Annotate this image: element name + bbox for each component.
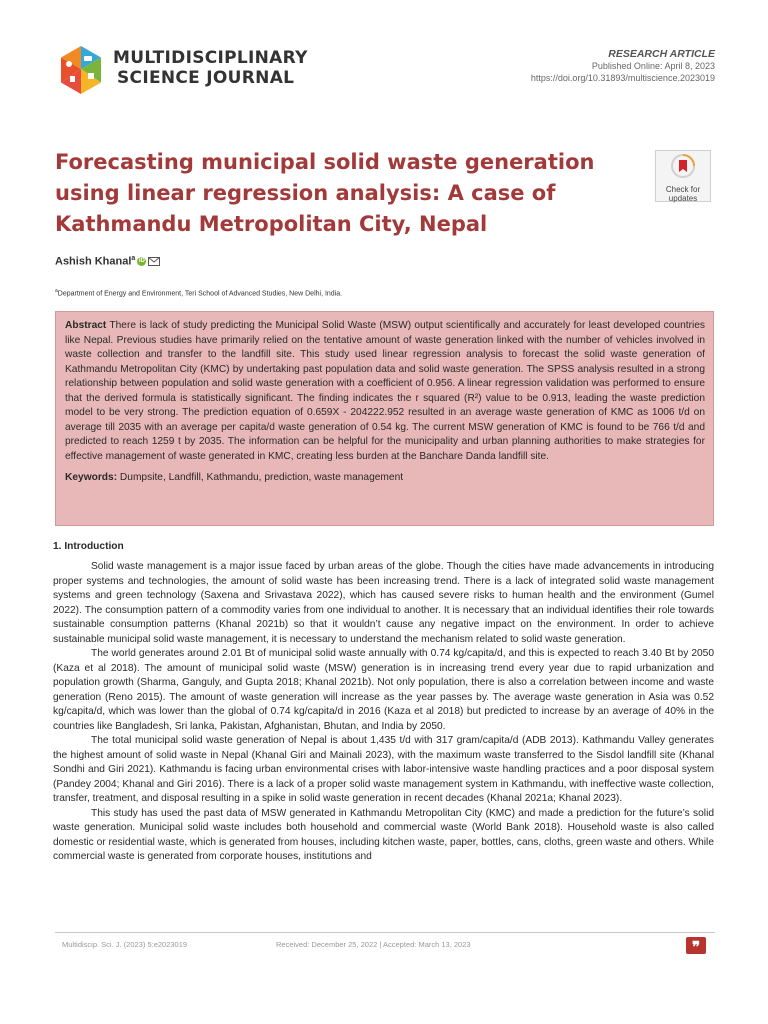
- author-name[interactable]: Ashish Khanal: [55, 255, 132, 268]
- article-title: Forecasting municipal solid waste generation using linear regression analysis: A case of Kathmandu Metropolitan City, Nepal: [55, 150, 595, 236]
- body-paragraph: The total municipal solid waste generation of Nepal is about 1,435 t/d with 317 gram/capita/d (ADB 2013). Kathmandu Valley generates the highest amount of solid waste in Nepal (Khanal Giri and Mainali 2023), with the maximum waste transferred to the Sisdol landfill site (Khanal Sondhi and Giri 2021). Kathmandu is facing urban environmental crises with labor-intensive waste handling practices and a poor disposal system (Pandey 2004; Khanal and Giri 2016). There is a lack of a proper solid waste management system in Kathmandu, with ineffective waste collection, transfer, treatment, and disposal resulting in a spike in solid waste generation in recent decades (Khanal 2021a; Khanal 2023).: [53, 735, 714, 804]
- affiliation-sup: a: [55, 288, 58, 294]
- journal-name-line1: MULTIDISCIPLINARY: [113, 48, 308, 68]
- page-footer: [62, 940, 471, 949]
- journal-name: [113, 48, 308, 88]
- affiliation-text: Department of Energy and Environment, Teri School of Advanced Studies, New Delhi, India.: [57, 290, 343, 298]
- bookmark-icon: [671, 154, 695, 178]
- body-paragraph: This study has used the past data of MSW generated in Kathmandu Metropolitan City (KMC) and made a prediction for the future’s solid waste generation. Municipal solid waste includes both household and commercial waste (World Bank 2018). Household waste is also called domestic or residential waste, which is generated from houses, including kitchen waste, paper, bottles, cans, cloths, green waste and others. While commercial waste is generated from corporate houses, institutions and: [53, 807, 714, 862]
- footer-dates: Received: December 25, 2022 | Accepted: March 13, 2023: [276, 940, 471, 949]
- article-body: [53, 540, 714, 865]
- abstract-text: There is lack of study predicting the Municipal Solid Waste (MSW) output scientifically and accurately for least developed countries like Nepal. Previous studies have primarily relied on the tentative amount of waste generation linked with the number of vehicles involved in waste collection and transfer to the landfill site. This study used linear regression analysis to forecast the solid waste generation of Kathmandu Metropolitan City (KMC) by undertaking past population data and solid waste generation. The SPSS analysis resulted in a strong relationship between population and solid waste generation with a coefficient of 0.956. A linear regression validation was performed to ensure that the derived formula is statistically significant. The finding indicates the r squared (R²) value to be 0.913, leading the waste prediction model to be very strong. The prediction equation of 0.659X - 204222.952 resulted in an average waste generation of KMC as 1006 t/d on average till 2035 with an average per capita/d waste generation of 0.54 kg. The current MSW generation of KMC is found to be 766 t/d and predicted to reach 1259 t by 2035. The information can be helpful for the municipality and urban planning authorities to make strategies for effective management of waste generated in KMC, creating less burden at the Banchare Danda landfill site.: [65, 320, 705, 462]
- footer-divider: [55, 932, 715, 933]
- body-paragraph: Solid waste management is a major issue faced by urban areas of the globe. Though the cities have made advancements in introducing proper systems and technologies, the amount of solid waste has been increasing trend. There is a lack of integrated solid waste management systems and green technology (Saxena and Srivastava 2022), which has caused severe risks to human health and the environment (Gumel 2022). The consumption pattern of a commodity varies from one individual to another. It is necessary that an individual identifies their role towards sustainable consumption patterns (Khanal 2021b) so that it wouldn’t cause any negative impact on the environment. In order to achieve sustainable municipal solid waste management, it is necessary to understand the mechanism related to solid waste generation.: [53, 561, 714, 645]
- article-meta: [531, 48, 715, 84]
- published-date: Published Online: April 8, 2023: [591, 61, 715, 71]
- journal-logo-icon: [55, 44, 107, 96]
- orcid-icon[interactable]: iD: [138, 258, 145, 265]
- check-updates-badge[interactable]: [655, 150, 711, 202]
- affiliation: [55, 288, 342, 297]
- doi-link[interactable]: https://doi.org/10.31893/multiscience.2023019: [530, 73, 715, 83]
- keywords-text: Dumpsite, Landfill, Kathmandu, prediction, waste management: [117, 472, 404, 483]
- keywords: [65, 471, 705, 486]
- author-sup: a: [131, 255, 136, 262]
- quote-icon[interactable]: ❞: [686, 937, 706, 954]
- abstract-label: Abstract: [65, 320, 107, 331]
- footer-citation: Multidiscip. Sci. J. (2023) 5:e2023019: [62, 940, 188, 949]
- section-heading: 1. Introduction: [53, 541, 124, 552]
- article-type: RESEARCH ARTICLE: [608, 48, 715, 60]
- author-line: [55, 255, 160, 268]
- journal-name-line2: SCIENCE JOURNAL: [117, 68, 295, 88]
- body-paragraph: The world generates around 2.01 Bt of municipal solid waste annually with 0.74 kg/capita/d, and this is expected to reach 3.40 Bt by 2050 (Kaza et al 2018). The amount of municipal solid waste (MSW) generation is in increasing trend every year due to rapid urbanization and population growth (Sharma, Ganguly, and Gupta 2018; Khanal 2021b). Not only population, there is also a correlation between income and waste generation (Reno 2015). The amount of waste generation will increase as the year passes by. The average waste generation in Asia was 0.52 kg/capita/d, which was lower than the global of 0.74 kg/capita/d in 2016 (Kaza et al 2018) but predicted to increase by an average of 40% in the countries like Bangladesh, Sri lanka, Pakistan, Afghanistan, Bhutan, and India by 2050.: [53, 648, 714, 732]
- badge-label-line1: Check for: [665, 185, 701, 194]
- keywords-label: Keywords:: [65, 472, 118, 483]
- badge-label-line2: updates: [668, 194, 698, 203]
- abstract-box: [55, 311, 714, 526]
- journal-header: [55, 42, 715, 102]
- mail-icon[interactable]: [148, 257, 160, 266]
- abstract-paragraph: [65, 319, 705, 464]
